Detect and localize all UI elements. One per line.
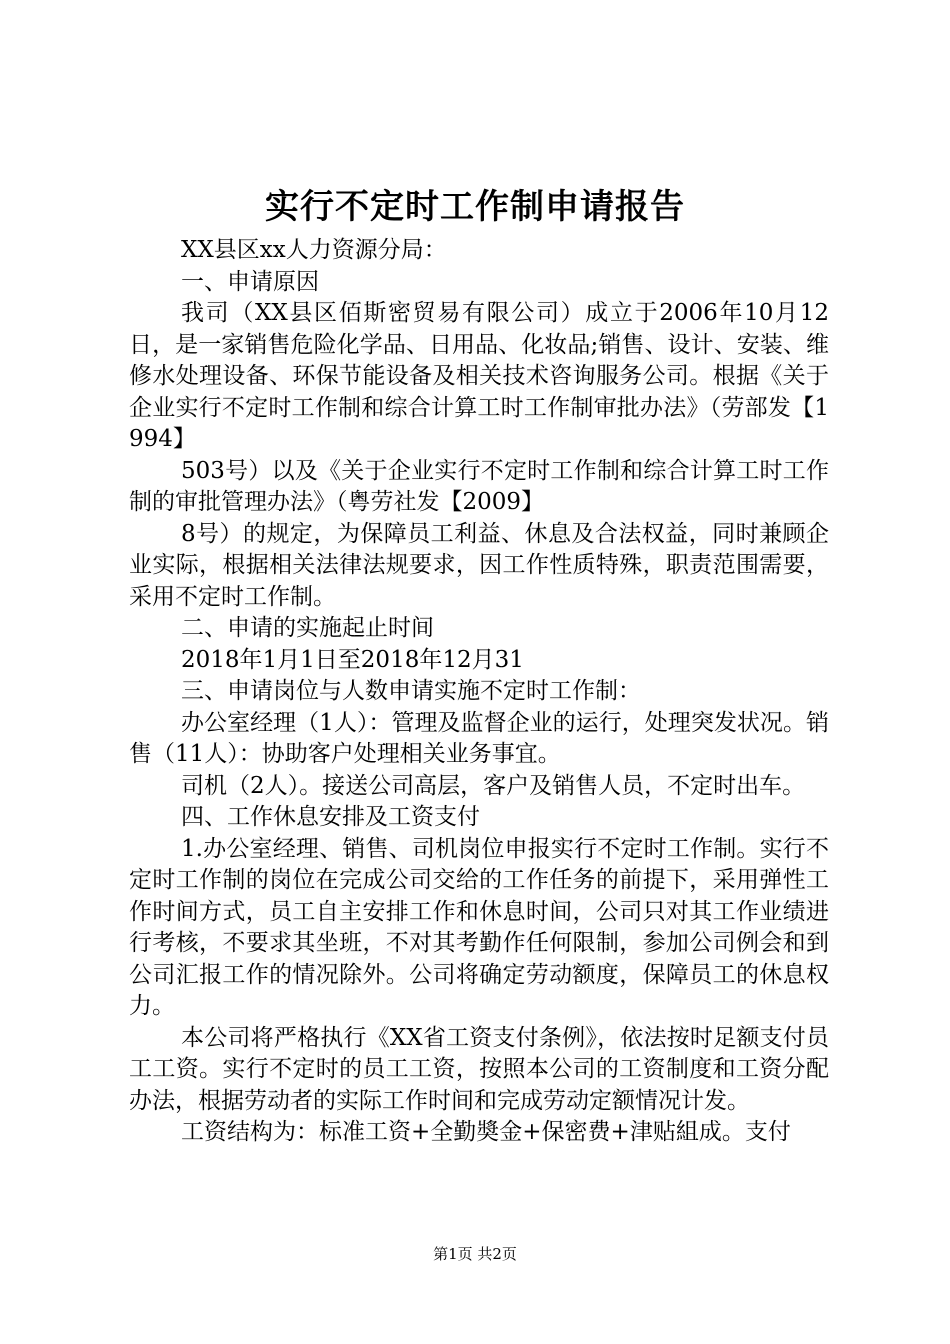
paragraph: 1.办公室经理、销售、司机岗位申报实行不定时工作制。实行不定时工作制的岗位在完成公司交给的工作任务的前提下，采用弹性工作时间方式，员工自主安排工作和休息时间，公司只对其工作业绩进行考核，不要求其坐班，不对其考勤作任何限制，参加公司例会和到公司汇报工作的情况除外。公司将确定劳动额度，保障员工的休息权力。 [129,835,829,1019]
paragraph-heading-4: 四、工作休息安排及工资支付 [181,804,480,830]
paragraph: 办公室经理（1人）：管理及监督企业的运行，处理突发状况。销售（11人）：协助客户处理相关业务事宜。 [129,709,829,767]
paragraph: 8号）的规定，为保障员工利益、休息及合法权益，同时兼顾企业实际，根据相关法律法规要求，因工作性质特殊，职责范围需要，采用不定时工作制。 [129,520,829,610]
paragraph: 工资结构为：标准工资+全勤奬金+保密费+津贴組成。支付 [181,1119,791,1145]
document-title: 实行不定时工作制申请报告 [265,187,685,227]
paragraph: 司机（2人）。接送公司高层，客户及销售人员，不定时出车。 [181,772,806,799]
document-body [129,235,829,1149]
paragraph: 2018年1月1日至2018年12月31 [181,646,524,673]
page-footer: 第1页 共2页 [433,1245,517,1263]
paragraph: 503号）以及《关于企业实行不定时工作制和综合计算工时工作制的审批管理办法》（粤劳社发【2009】 [129,457,829,515]
paragraph-addressee: XX县区xx人力资源分局： [181,237,447,263]
paragraph: 本公司将严格执行《XX省工资支付条例》，依法按时足额支付员工工资。实行不定时的员工工资，按照本公司的工资制度和工资分配办法，根据劳动者的实际工作时间和完成劳动定额情况计发。 [129,1024,829,1114]
paragraph-heading-3: 三、申请岗位与人数申请实施不定时工作制： [181,678,641,704]
paragraph-heading-1: 一、申请原因 [181,268,319,295]
paragraph: 我司（XX县区佰斯密贸易有限公司）成立于2006年10月12日，是一家销售危险化学品、日用品、化妆品;销售、设计、安装、维修水处理设备、环保节能设备及相关技术咨询服务公司。根据《关于企业实行不定时工作制和综合计算工时工作制审批办法》（劳部发【1994】 [129,300,829,452]
paragraph-heading-2: 二、申请的实施起止时间 [181,615,434,641]
